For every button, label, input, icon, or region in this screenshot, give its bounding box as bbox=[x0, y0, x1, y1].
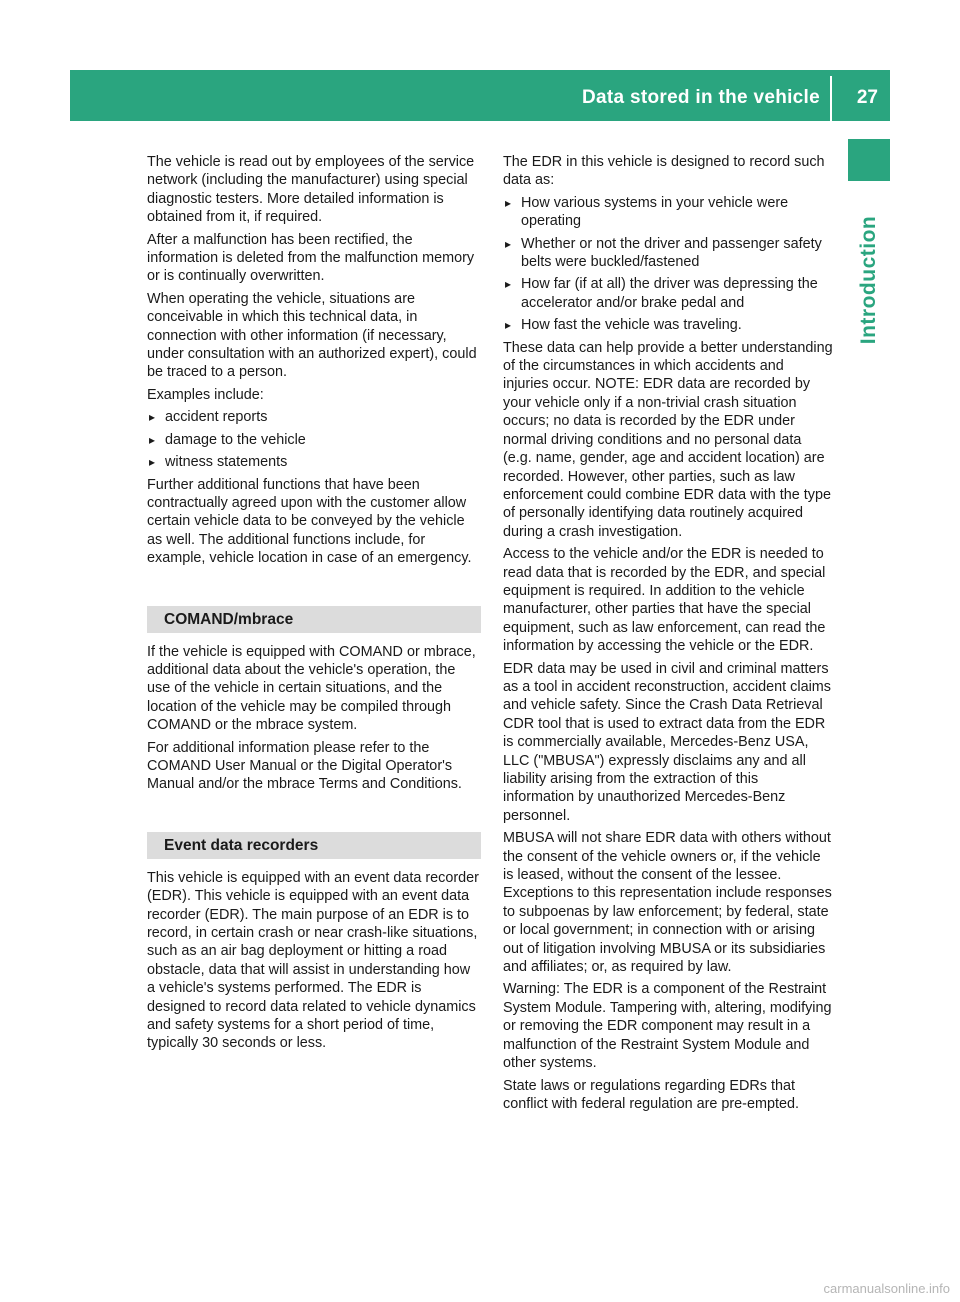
paragraph: For additional information please refer to the COMAND User Manual or the Digital Operator's Manual and/or the mbrace Terms and Conditions. bbox=[147, 739, 462, 793]
list-item: ▸ Whether or not the driver and passenger safety belts were buckled/fastened bbox=[503, 235, 833, 272]
list-item: ▸ damage to the vehicle bbox=[147, 431, 481, 449]
list-item: ▸ How fast the vehicle was traveling. bbox=[503, 316, 833, 334]
header-divider bbox=[830, 76, 832, 121]
page-title: Data stored in the vehicle bbox=[582, 87, 820, 108]
paragraph: Examples include: bbox=[147, 386, 264, 403]
paragraph: Warning: The EDR is a component of the Restraint System Module. Tampering with, altering, modifying or removing the EDR component may result in a malfunction of the Restraint System Module and other systems. bbox=[503, 981, 832, 1072]
paragraph: If the vehicle is equipped with COMAND or mbrace, additional data about the vehicle's operation, the use of the vehicle in certain situations, and the location of the vehicle may be compiled through COMAND or the mbrace system. bbox=[147, 643, 476, 734]
paragraph: The EDR in this vehicle is designed to record such data as: bbox=[503, 154, 825, 189]
paragraph: This vehicle is equipped with an event data recorder (EDR). This vehicle is equipped with an event data recorder (EDR). The main purpose of an EDR is to record, in certain crash or near crash-like situations, such as an air bag deployment or hitting a road obstacle, data that will assist in understanding how a vehicle's systems performed. The EDR is designed to record data related to vehicle dynamics and safety systems for a short period of time, typically 30 seconds or less. bbox=[147, 869, 479, 1052]
paragraph: Further additional functions that have been contractually agreed upon with the customer allow certain vehicle data to be conveyed by the vehicle as well. The additional functions include, for example, vehicle location in case of an emergency. bbox=[147, 476, 472, 567]
header-bar bbox=[70, 70, 890, 121]
paragraph: These data can help provide a better understanding of the circumstances in which accidents and injuries occur. NOTE: EDR data are recorded by your vehicle only if a non-trivial crash situation occurs; no data is recorded by the EDR under normal driving conditions and no personal data (e.g. name, gender, age and accident location) are recorded. However, other parties, such as law enforcement could combine EDR data with the type of personally identifying data routinely acquired during a crash investigation. bbox=[503, 339, 833, 540]
list-item: ▸ How various systems in your vehicle were operating bbox=[503, 194, 833, 231]
paragraph: State laws or regulations regarding EDRs that conflict with federal regulation are pre-empted. bbox=[503, 1077, 799, 1112]
section-heading-edr: Event data recorders bbox=[147, 832, 481, 859]
paragraph: Access to the vehicle and/or the EDR is needed to read data that is recorded by the EDR, and special equipment is required. In addition to the vehicle manufacturer, other parties that have the special equipment, such as law enforcement, can read the information by accessing the vehicle or the EDR. bbox=[503, 546, 826, 655]
examples-list bbox=[147, 408, 481, 471]
list-item: ▸ witness statements bbox=[147, 453, 481, 471]
section-tab-marker bbox=[848, 139, 890, 181]
paragraph: The vehicle is read out by employees of the service network (including the manufacturer) using special diagnostic testers. More detailed information is obtained from it, if required. bbox=[147, 154, 475, 226]
paragraph: After a malfunction has been rectified, the information is deleted from the malfunction memory or is continually overwritten. bbox=[147, 231, 475, 285]
paragraph: When operating the vehicle, situations are conceivable in which this technical data, in connection with other information (if necessary, under consultation with an authorized expert), could be traced to a person. bbox=[147, 290, 477, 381]
watermark: carmanualsonline.info bbox=[823, 1281, 950, 1296]
left-column bbox=[147, 153, 481, 1057]
paragraph: MBUSA will not share EDR data with others without the consent of the vehicle owners or, if the vehicle is leased, without the consent of the lessee. Exceptions to this representation include responses to subpoenas by law enforcement; by federal, state or local government; in connection with or arising out of litigation involving MBUSA or its subsidiaries and affiliates; or, as required by law. bbox=[503, 830, 832, 976]
section-tab-label: Introduction bbox=[857, 215, 880, 345]
section-heading-comand: COMAND/mbrace bbox=[147, 606, 481, 633]
right-column bbox=[503, 153, 833, 1117]
list-item: ▸ accident reports bbox=[147, 408, 481, 426]
page-number: 27 bbox=[856, 87, 878, 108]
list-item: ▸ How far (if at all) the driver was depressing the accelerator and/or brake pedal and bbox=[503, 275, 833, 312]
edr-data-list bbox=[503, 194, 833, 335]
paragraph: EDR data may be used in civil and criminal matters as a tool in accident reconstruction, accident claims and vehicle safety. Since the Crash Data Retrieval CDR tool that is used to extract data from the EDR is commercially available, Mercedes-Benz USA, LLC ("MBUSA") expressly disclaims any and all liability arising from the extraction of this information by unauthorized Mercedes-Benz personnel. bbox=[503, 660, 831, 824]
